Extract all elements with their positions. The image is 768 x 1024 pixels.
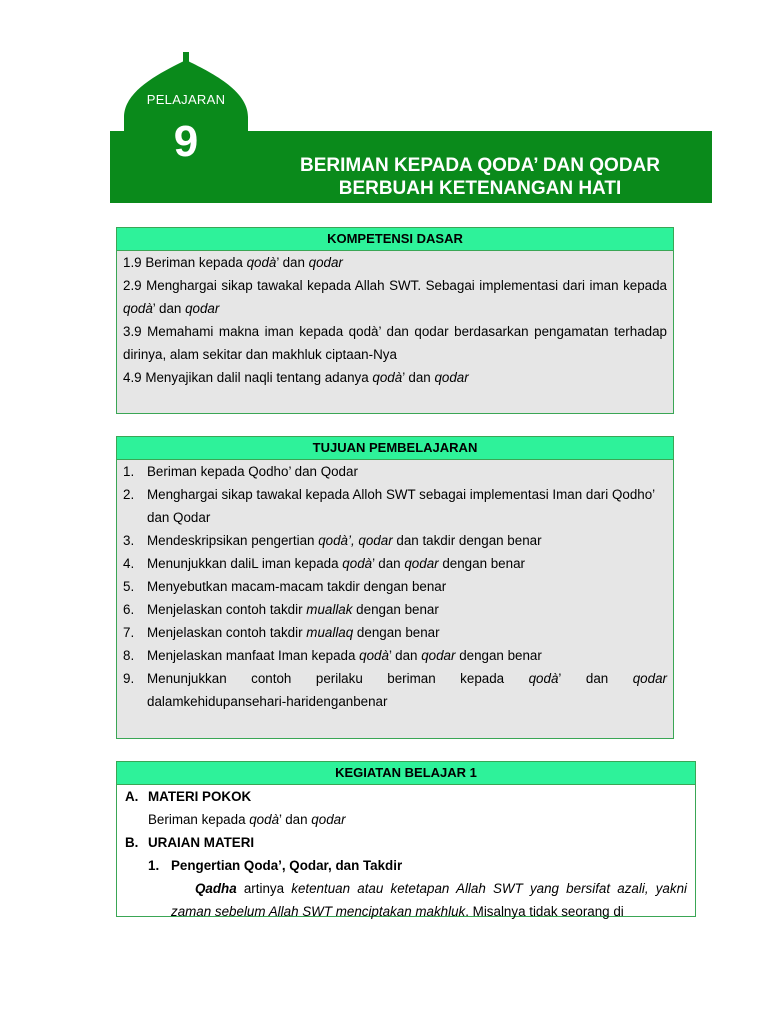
text-italic: muallaq	[306, 625, 354, 640]
section-title: MATERI POKOK	[148, 789, 252, 804]
text-italic: qodar	[308, 255, 343, 270]
subsection-heading	[117, 854, 695, 877]
kompetensi-item-3: 3.9 Memahami makna iman kepada qodà’ dan qodar berdasarkan pengamatan terhadap dirinya, alam sekitar dan makhluk ciptaan-Nya	[123, 324, 667, 362]
paragraph	[171, 877, 687, 923]
section-label: A.	[125, 789, 139, 804]
list-number: 8.	[123, 648, 135, 663]
list-item	[123, 575, 667, 598]
text: Menjelaskan contoh takdir	[147, 625, 307, 640]
text-italic: qodà	[359, 648, 389, 663]
kompetensi-item-2	[123, 274, 667, 320]
text: dengan benar	[455, 648, 542, 663]
text: ’ dan	[276, 255, 309, 270]
section-a-heading	[117, 785, 695, 808]
text-italic: muallak	[306, 602, 353, 617]
page-title	[270, 154, 690, 200]
text: ’	[558, 671, 562, 686]
kegiatan-belajar-box	[116, 761, 696, 917]
text-italic: qodar	[434, 370, 469, 385]
text: dalamkehidupansehari-haridenganbenar	[147, 694, 388, 709]
lesson-label: PELAJARAN	[146, 92, 226, 107]
list-number: 7.	[123, 625, 135, 640]
subsection-title: Pengertian Qoda’, Qodar, dan Takdir	[171, 858, 403, 873]
text-group	[529, 667, 562, 690]
text: Menunjukkan daliL iman kepada	[147, 556, 343, 571]
kompetensi-dasar-body	[117, 251, 673, 389]
lesson-number: 9	[173, 117, 199, 166]
title-line-1: BERIMAN KEPADA QODA’ DAN QODAR	[300, 155, 660, 176]
list-number: 4.	[123, 556, 135, 571]
text: contoh	[251, 671, 292, 686]
title-line-2: BERBUAH KETENANGAN HATI	[338, 178, 622, 199]
kegiatan-belajar-header: KEGIATAN BELAJAR 1	[117, 762, 695, 785]
kompetensi-item-4	[123, 366, 667, 389]
text: perilaku	[315, 671, 363, 686]
list-item	[123, 552, 667, 575]
list-number: 5.	[123, 579, 135, 594]
text: Menunjukkan	[147, 671, 227, 686]
kompetensi-dasar-box	[116, 227, 674, 414]
list-number: 2.	[123, 487, 135, 502]
text: Menyebutkan macam-macam takdir dengan benar	[147, 579, 447, 594]
text: ’ dan	[402, 370, 435, 385]
text: dan takdir dengan benar	[392, 533, 542, 548]
kompetensi-item-1	[123, 251, 667, 274]
list-item	[123, 529, 667, 552]
text: dengan benar	[352, 602, 439, 617]
text-italic: qodar	[404, 556, 439, 571]
text-italic: qodà	[249, 812, 280, 827]
text: Menjelaskan contoh takdir	[147, 602, 307, 617]
text-italic: ketentuan atau ketetapan Allah SWT yang bersifat azali, yakni zaman sebelum Allah SWT menciptakan makhluk	[171, 881, 687, 919]
text-italic: qodà	[342, 556, 373, 571]
text: ’ dan	[388, 648, 422, 663]
text-italic: qodà	[246, 255, 277, 270]
list-item	[123, 483, 667, 529]
subsection-number: 1.	[148, 858, 160, 873]
text: dengan benar	[353, 625, 440, 640]
text: kepada	[460, 671, 505, 686]
section-label: B.	[125, 835, 139, 850]
text: Menjelaskan manfaat Iman kepada	[147, 648, 360, 663]
text: beriman	[387, 671, 436, 686]
list-number: 1.	[123, 464, 135, 479]
kompetensi-dasar-header: KOMPETENSI DASAR	[117, 228, 673, 251]
text: Menghargai sikap tawakal kepada Alloh SWT sebagai implementasi Iman dari Qodho’ dan Qodar	[147, 487, 655, 525]
text-italic: qodà	[123, 301, 153, 316]
text: dengan benar	[438, 556, 525, 571]
text: 1.9 Beriman kepada	[123, 255, 247, 270]
text: 4.9 Menyajikan dalil naqli tentang adanya	[123, 370, 373, 385]
text: ’ dan	[372, 556, 405, 571]
list-item	[123, 644, 667, 667]
text-italic: qodar	[421, 648, 456, 663]
list-item	[123, 460, 667, 483]
list-item	[123, 621, 667, 644]
text-italic: qodà	[528, 671, 559, 686]
tujuan-list	[123, 460, 667, 713]
text-italic: qodà’, qodar	[318, 533, 393, 548]
list-number: 3.	[123, 533, 135, 548]
list-number: 9.	[123, 671, 135, 686]
text: Beriman kepada	[148, 812, 250, 827]
list-number: 6.	[123, 602, 135, 617]
tujuan-pembelajaran-box	[116, 436, 674, 739]
tujuan-pembelajaran-body	[117, 460, 673, 713]
text: dan	[585, 671, 609, 686]
text: artinya	[236, 881, 292, 896]
section-title: URAIAN MATERI	[148, 835, 255, 850]
text: . Misalnya tidak seorang di	[465, 904, 624, 919]
text: Beriman kepada Qodho’ dan Qodar	[147, 464, 358, 479]
text-italic: qodar	[185, 301, 220, 316]
text: ’ dan	[279, 812, 312, 827]
section-a-text	[148, 808, 695, 831]
list-item	[123, 598, 667, 621]
text-italic: qodar	[311, 812, 346, 827]
list-item	[123, 667, 667, 713]
text: ’ dan	[152, 301, 186, 316]
text-bold-italic: Qadha	[195, 881, 237, 896]
list-item-line	[147, 667, 667, 690]
text: Mendeskripsikan pengertian	[147, 533, 319, 548]
section-b-heading	[117, 831, 695, 854]
text-italic: qodà	[372, 370, 403, 385]
text: 2.9 Menghargai sikap tawakal kepada Allah SWT. Sebagai implementasi dari iman kepada	[123, 278, 667, 293]
tujuan-pembelajaran-header: TUJUAN PEMBELAJARAN	[117, 437, 673, 460]
text-italic: qodar	[632, 671, 667, 686]
kegiatan-belajar-body	[117, 785, 695, 923]
